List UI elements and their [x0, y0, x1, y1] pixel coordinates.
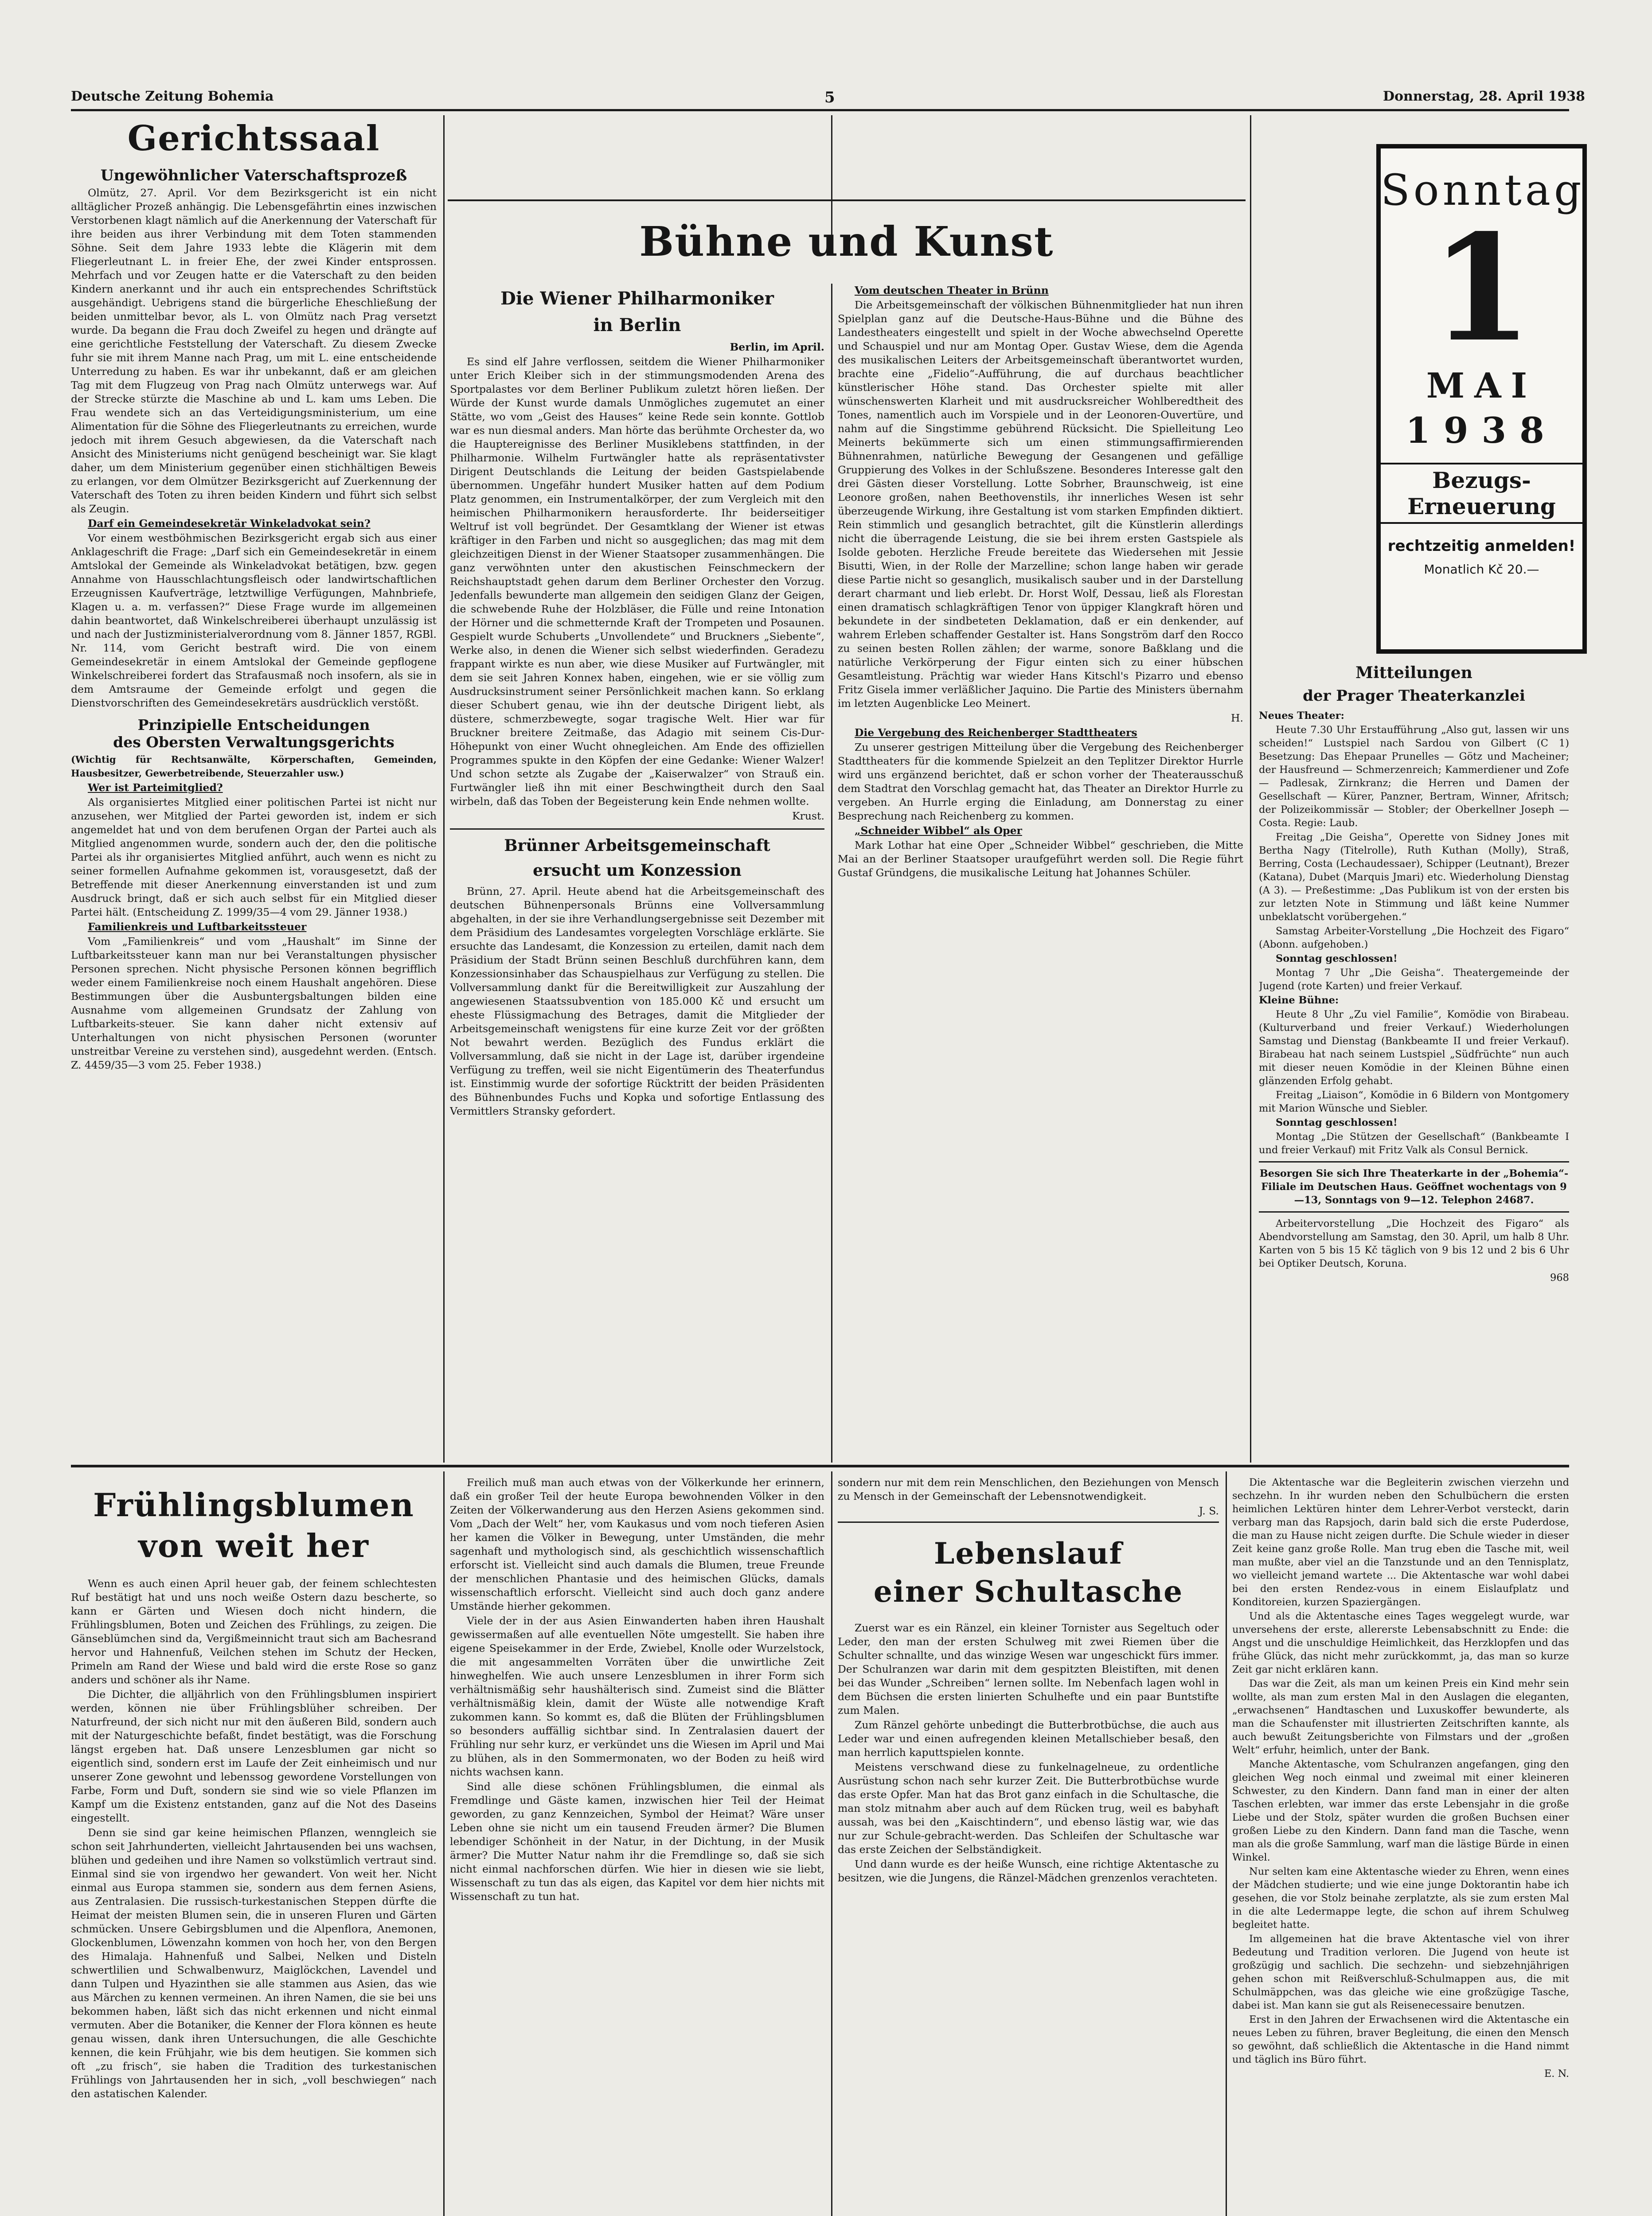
article-paragraph: Als organisiertes Mitglied einer politischen Partei ist nicht nur anzusehen, wer Mitglied der Partei geworden ist, indem er sich angemeldet hat und von dem berufenen Organ der Partei auch als Mitglied angenommen wurde, sondern auch der, den die politische Partei als ihr organisiertes Mitglied anführt, auch wenn es nicht zu seiner formellen Aufnahme gekommen ist, vorausgesetzt, daß der Betreffende mit dieser Anerkennung einverstanden ist und zum Ausdruck bringt, daß er sich auch selbst für ein Mitglied dieser Partei hält. (Entscheidung Z. 1999/35—4 vom 29. Jänner 1938.) — [71, 796, 437, 918]
author-signature: E. N. — [1544, 2068, 1569, 2079]
section-rule — [448, 199, 1246, 201]
issue-date: Donnerstag, 28. April 1938 — [1383, 89, 1586, 104]
subsection-heading: Neues Theater: — [1259, 710, 1344, 722]
article-paragraph: Zum Ränzel gehörte unbedingt die Butterbrotbüchse, die auch aus Leder war und einen aufregenden kleinen Metallschieber besaß, den man herrlich kaputtspielen konnte. — [838, 1719, 1219, 1759]
column-rule — [1250, 115, 1251, 1463]
advert-day: Sonntag — [1381, 165, 1585, 215]
court-section — [71, 117, 437, 1460]
article-heading: Mitteilungen — [1355, 663, 1472, 682]
article-rule — [1259, 1211, 1569, 1213]
article-paragraph: sondern nur mit dem rein Menschlichen, den Beziehungen von Mensch zu Mensch in der Gemeinschaft der Lebensnotwendigkeit. — [838, 1476, 1219, 1502]
article-paragraph: Und als die Aktentasche eines Tages weggelegt wurde, war unversehens der erste, allererste Lebensabschnitt zu Ende: die Angst und die unschuldige Heimlichkeit, das Herzklopfen und das frühe Glück, das nicht mehr zurückkommt, ja, das man so kurze Zeit gar nicht erklären kann. — [1232, 1611, 1569, 1675]
subsection-heading: Familienkreis und Luftbarkeitssteuer — [88, 921, 307, 933]
column-rule — [443, 1471, 445, 2216]
article-paragraph: Zuerst war es ein Ränzel, ein kleiner Tornister aus Segeltuch oder Leder, den man der ersten Schulweg mit zwei Riemen über die Schulter schnallte, und das winzige Wesen war ungeschickt fürs immer. Der Schulranzen war darin mit dem gespitzten Bleistiften, mit denen bei das Wunder „Schreiben“ lernen sollte. Im Nebenfach lagen wohl in dem Büchsen die ersten linierten Schulhefte und ein paar Buntstifte zum Malen. — [838, 1622, 1219, 1717]
subsection-heading: „Schneider Wibbel“ als Oper — [855, 824, 1022, 837]
author-signature: H. — [1231, 712, 1243, 724]
article-heading: des Obersten Verwaltungsgerichts — [113, 733, 394, 751]
school-bag-article-part1 — [838, 1476, 1219, 2216]
subscription-advert — [1376, 144, 1587, 654]
article-paragraph: Vom „Familienkreis“ und vom „Haushalt“ im Sinne der Luftbarkeitssteuer kann man nur bei Veranstaltungen physischer Personen sprechen. Nicht physische Personen können begrifflich weder einem Familienkreise noch einem Haushalt angehören. Diese Bestimmungen über die Ausbuntergsbaltungen bilden eine Ausnahme vom allgemeinen Grundsatz der Zahlung von Luftbarkeits-steuer. Sie kann daher nicht extensiv auf Unterhaltungen von nicht physischen Personen (worunter unstreitbar Vereine zu verstehen sind), ausgedehnt werden. (Entsch. Z. 4459/35—3 vom 25. Feber 1938.) — [71, 935, 437, 1071]
article-paragraph: Mark Lothar hat eine Oper „Schneider Wibbel“ geschrieben, die Mitte Mai an der Berliner Staatsoper uraufgeführt werden soll. Die Regie führt Gustaf Gründgens, die musikalische Leitung hat Johannes Schüler. — [838, 839, 1243, 879]
advert-note: rechtzeitig anmelden! — [1387, 537, 1576, 555]
article-paragraph: Es sind elf Jahre verflossen, seitdem die Wiener Philharmoniker unter Erich Kleiber sich in der stimmungsmodenden Arena des Sportpalastes vor dem Berliner Publikum zuletzt hören ließen. Der Würde der Kunst wurde damals Unmögliches zugemutet an einer Stätte, wo vom „Geist des Hauses“ keine Rede sein konnte. Gottlob war es nun diesmal anders. Man hörte das berühmte Orchester da, wo die Hauptereignisse des Berliner Musiklebens stattfinden, in der Philharmonie. Wilhelm Furtwängler hatte als repräsentativster Dirigent Deutschlands die Leitung der beiden Gastspielabende übernommen. Ungefähr hundert Musiker hatten auf dem Podium Platz genommen, ein Instrumentalkörper, der zum Vergleich mit den heimischen Philharmonikern herausforderte. Ihr beiderseitiger Weltruf ist voll begründet. Der Gesamtklang der Wiener ist etwas kräftiger in den Farben und nicht so ausgeglichen; das mag mit dem gleichzeitigen Dienst in der Wiener Staatsoper zusammenhängen. Die ganz verwöhnten unter den akustischen Feinschmeckern der Reichshauptstadt gehen darum dem Berliner Orchester den Vorzug. Jedenfalls bewunderte man allgemein den seidigen Glanz der Geigen, die schwebende Ruhe der Holzbläser, die Fülle und reine Intonation der Hörner und die schmetternde Kraft der Trompeten und Posaunen. Gespielt wurde Schuberts „Unvollendete“ und Bruckners „Siebente“, Werke also, in denen die Wiener sich selbst wiederfinden. Geradezu frappant wirkte es nun aber, wie diese Musiker auf Furtwängler, mit dem sie seit Jahren Konnex haben, eingehen, wie er sie völlig zum Ausdrucksinstrument seiner Persönlichkeit machen kann. So erklang dieser Schubert genau, wie ihn der deutsche Dirigent liebt, als düstere, schmerzbewegte, sogar tragische Welt. Hier war für Bruckner breitere Zeitmaße, das Adagio mit seinem Cis-Dur-Höhepunkt von einer Wucht ohnegleichen. Am Ende des offiziellen Programmes spukte in den Köpfen der eine Gedanke: Wiener Walzer! Und schon setzte als Zugabe der „Kaiserwalzer“ von Strauß ein. Furtwängler ließ ihn mit einer Beschwingtheit durch den Saal wirbeln, daß das Toben der Begeisterung kein Ende nehmen wollte. — [450, 355, 824, 808]
article-paragraph: Denn sie sind gar keine heimischen Pflanzen, wenngleich sie schon seit Jahrhunderten, vielleicht Jahrtausenden bei uns wachsen, blühen und gedeihen und ihre Namen so volkstümlich vertraut sind. Einmal sind sie von irgendwo her gewandert. Von weit her. Nicht einmal aus Europa stammen sie, sondern aus dem fernen Asiens, aus Zentralasien. Die russisch-turkestanischen Steppen dürfte die Heimat der meisten Blumen sein, die in unseren Fluren und Gärten schmücken. Unsere Gebirgsblumen und die Alpenflora, Anemonen, Glockenblumen, Löwenzahn kommen von hoch her, von den Bergen des Himalaja. Hahnenfuß und Salbei, Nelken und Disteln schwertlilien und Schwalbenwurz, Maiglöckchen, Lavendel und dann Tulpen und Hyazinthen sie alle stammen aus Asien, das wie aus Märchen zu kennen vermeinen. An ihren Namen, die sie bei uns bekommen haben, läßt sich das nicht erkennen und nicht einmal vermuten. Aber die Botaniker, die Kenner der Flora können es heute genau wissen, dank ihren Untersuchungen, die alle Geschichte kennen, die kein Frühjahr, wie bis dem heutigen. Sie kommen sich oft „zu frisch“, sie haben die Tradition des turkestanischen Frühlings von Jahrtausenden her in sich, „voll beschwiegen“ nach den astatischen Kalender. — [71, 1826, 437, 2100]
author-signature: Krust. — [792, 810, 824, 822]
notice-paragraph: Freitag „Liaison“, Komödie in 6 Bildern von Montgomery mit Marion Wünsche und Siebler. — [1259, 1089, 1569, 1114]
article-heading: der Prager Theaterkanzlei — [1303, 687, 1525, 705]
article-paragraph: Manche Aktentasche, vom Schulranzen angefangen, ging den gleichen Weg noch einmal und zweimal mit einer kleineren Schwester, zu den Kindern. Dann fand man in einer der alten Taschen erlebten, war immer das erste Lebensjahr in die große Liebe und der Stolz, später wurden die großen Buchsen einer großen Liebe zu den Kindern. Dann fand man die Tasche, wenn man als die große Sammlung, warf man die lästige Bürde in einen Winkel. — [1232, 1759, 1569, 1863]
article-paragraph: Brünn, 27. April. Heute abend hat die Arbeitsgemeinschaft des deutschen Bühnenpersonals Brünns eine Vollversammlung abgehalten, in der sie ihre Verhandlungsergebnisse seit Dezember mit dem Präsidium des Landesamtes vorgelegten Vorschläge erklärte. Sie ersuchte das Landesamt, die Konzession zu erteilen, damit nach dem Präsidium der Stadt Brünn seinen Beschluß durchführen kann, dem Konzessionsinhaber das Schauspielhaus zur Verfügung zu stellen. Die Vollversammlung dankt für die Bereitwilligkeit zur Auszahlung der angewiesenen Staatssubvention von 185.000 Kč und ersucht um eheste Flüssigmachung des Betrages, damit die Mitglieder der Arbeitsgemeinschaft wenigstens für eine kurze Zeit vor der größten Not bewahrt werden. Bezüglich des Fundus erklärt die Vollversammlung, daß sie nicht in der Lage ist, darüber irgendeine Verfügung zu treffen, weil sie nicht Eigentümerin des Theaterfundus ist. Einstimmig wurde der sofortige Rücktritt der beiden Präsidenten des Bühnenbundes Fuchs und Kopka und sofortige Entlassung des Vermittlers Stransky gefordert. — [450, 885, 824, 1117]
subsection-heading: Kleine Bühne: — [1259, 995, 1339, 1006]
masthead-rule — [71, 109, 1569, 111]
advert-price: Monatlich Kč 20.— — [1424, 562, 1539, 577]
article-heading: Prinzipielle Entscheidungen — [137, 716, 370, 733]
notice-code: 968 — [1550, 1272, 1569, 1284]
page-number: 5 — [824, 89, 835, 106]
article-paragraph: Vor einem westböhmischen Bezirksgericht ergab sich aus einer Anklageschrift die Frage: „Darf sich ein Gemeindesekretär in einem Amtslokal der Gemeinde als Winkeladvokat betätigen, bzw. gegen Annahme von Hausschlachtungsfleisch oder landwirtschaftlichen Erzeugnissen Kaufverträge, letztwillige Verfügungen, Mahnbriefe, Klagen u. a. m. verfassen?“ Diese Frage wurde im allgemeinen dahin beantwortet, daß Winkelschreiberei überhaupt unzulässig ist und nach der Justizministerialverordnung vom 8. Jänner 1857, RGBl. Nr. 114, vom Gericht bestraft wird. Die von einem Gemeindesekretär in einem Amtslokal der Gemeinde gepflogene Winkelschreiberei fordert das Strafausmaß noch insofern, als sie in dem Amtsraume der Gemeinde erfolgt und gegen die Dienstvorschriften des Gemeindesekretärs ausdrücklich verstößt. — [71, 532, 437, 709]
advert-cta: Bezugs-Erneuerung — [1381, 463, 1582, 524]
subsection-heading: Wer ist Parteimitglied? — [88, 781, 223, 794]
article-paragraph: Wenn es auch einen April heuer gab, der feinem schlechtesten Ruf bestätigt hat und uns noch weiße Ostern dazu bescherte, so kann er Gärten und Wiesen doch nicht hindern, die Frühlingsblumen, Boten und Zeichen des Frühlings, zu zeigen. Die Gänseblümchen sind da, Vergißmeinnicht traut sich am Bachesrand hervor und Hahnenfuß, Veilchen stehen im Schutz der Hecken, Primeln am Rand der Wiese und bald wird die erste Rose so ganz anders und schöner als ihr Name. — [71, 1577, 437, 1686]
column-rule — [1226, 1471, 1227, 2216]
article-heading: ersucht um Konzession — [533, 861, 742, 880]
subsection-heading: Vom deutschen Theater in Brünn — [855, 284, 1049, 297]
article-title: von weit her — [138, 1527, 369, 1564]
notice-paragraph: Sonntag geschlossen! — [1276, 1117, 1398, 1128]
article-paragraph: Sind alle diese schönen Frühlingsblumen, die einmal als Fremdlinge und Gäste kamen, inzwischen hier Teil der Heimat geworden, zu ganz Kennzeichen, Symbol der Heimat? Wäre unser Leben ohne sie nicht um ein tausend Freuden ärmer? Die Blumen lebendiger Schönheit in der Natur, in der Dichtung, in der Musik ärmer? Die Mutter Natur nahm ihr die Fremdlinge so, daß sie sich nicht einmal nachforschen dürfen. Wie hier in diesen wie sie liebt, Wissenschaft zu tun das als eigen, das Kapitel vor dem hier nichts mit Wissenschaft zu tun hat. — [450, 1780, 824, 1903]
notice-paragraph: Sonntag geschlossen! — [1276, 953, 1398, 964]
school-bag-article-part2 — [1232, 1476, 1569, 2216]
notice-paragraph: Montag 7 Uhr „Die Geisha“. Theatergemeinde der Jugend (rote Karten) und freier Verkauf. — [1259, 967, 1569, 992]
article-paragraph: Im allgemeinen hat die brave Aktentasche viel von ihrer Bedeutung und Tradition verloren. Die Jugend von heute ist großzügig und sachlich. Die sechzehn- und siebzehnjährigen gehen schon mit Reißverschluß-Schulmappen aus, die mit Schulmäppchen, was das gleiche wie eine großzügige Tasche, dabei ist. Man kann sie gut als Reisenecessaire benutzen. — [1232, 1933, 1569, 2011]
article-rule — [1259, 1161, 1569, 1163]
notice-paragraph: Samstag Arbeiter-Vorstellung „Die Hochzeit des Figaro“ (Abonn. aufgehoben.) — [1259, 925, 1569, 950]
article-paragraph: Viele der in der aus Asien Einwanderten haben ihren Haushalt gewissermaßen auf alle eventuellen Nöte umgestellt. Sie haben ihre eigene Speisekammer in der Erde, Zwiebel, Knolle oder Wurzelstock, die mit angesammelten Vorräten über die unwirtliche Zeit hinweghelfen. Wie auch unsere Lenzesblumen in ihrer Form sich verhältnismäßig sehr haushälterisch sind. Zumeist sind die Blätter verhältnismäßig klein, damit der Wüste alle notwendige Kraft zukommen kann. So kommt es, daß die Blüten der Frühlingsblumen so besonders auffällig sichtbar sind. In Zentralasien dauert der Frühling nur sehr kurz, er verkündet uns die Wiesen im April und Mai zu blühen, als in den Sommermonaten, wo der Boden zu heiß wird nichts wachsen kann. — [450, 1615, 824, 1778]
article-title: Frühlingsblumen — [93, 1486, 414, 1524]
spring-flowers-article-part2 — [450, 1476, 824, 2216]
article-paragraph: Die Dichter, die alljährlich von den Frühlingsblumen inspiriert werden, können nie über Frühlingsblüher schreiben. Der Naturfreund, der sich nicht nur mit den äußeren Bild, sondern auch mit der Naturgeschichte befaßt, findet bestätigt, was die Forschung längst ergeben hat. Daß unsere Lenzesblumen gar nicht so eigentlich sind, sondern erst im Laufe der Zeit einheimisch und nur unserer Zone gewohnt und lebenssog gewordene Vorstellungen von Farbe, Form und Duft, sondern sie sind wie so viele Pflanzen im Kampf um die Existenz entstanden, ganz auf die Not des Daseins eingestellt. — [71, 1688, 437, 1824]
article-paragraph: Meistens verschwand diese zu funkelnagelneue, zu ordentliche Ausrüstung schon nach sehr kurzer Zeit. Die Butterbrotbüchse wurde das erste Opfer. Man hat das Brot ganz einfach in die Schultasche, die man stolz mitnahm aber auch auf dem Rücken trug, weil es babyhaft aussah, was bei den „Kaischtindern“, und ebenso lästig war, wie das nur zur Schule-gebracht-werden. Das Schleifen der Schultasche war das erste Zeichen der Selbständigkeit. — [838, 1761, 1219, 1856]
spring-flowers-article-part1 — [71, 1476, 437, 2216]
notice-paragraph: Arbeitervorstellung „Die Hochzeit des Figaro“ als Abendvorstellung am Samstag, den 30. April, um halb 8 Uhr. Karten von 5 bis 15 Kč täglich von 9 bis 12 und 2 bis 6 Uhr bei Optiker Deutsch, Koruna. — [1259, 1218, 1569, 1269]
article-paragraph: Freilich muß man auch etwas von der Völkerkunde her erinnern, daß ein großer Teil der heute Europa bewohnenden Völker in den Zeiten der Völkerwanderung aus den Herzen Asiens gekommen sind. Vom „Dach der Welt“ her, vom Kaukasus und vom noch tieferen Asien her kamen die Völker in Bewegung, unter Umständen, die mehr sagenhaft und mythologisch sind, als geschichtlich wissenschaftlich erforscht ist. Vielleicht sind auch damals die Blumen, treue Freunde der menschlichen Phantasie und des heimischen Glücks, damals wissenschaftlich erforscht. Vielleicht sind auch doch ganz andere Umstände hierher gekommen. — [450, 1476, 824, 1612]
article-heading: Brünner Arbeitsgemeinschaft — [504, 836, 770, 855]
arts-column-right — [838, 284, 1243, 1458]
notice-paragraph: Freitag „Die Geisha“, Operette von Sidney Jones mit Bertha Nagy (Titelrolle), Ruth Kuthan (Molly), Straß, Berring, Costa (Lechaudessaer), Schipper (Leutnant), Brezer (Katana), Dubet (Marquis Jmari) etc. Wiederholung Dienstag (A 3). — Preßestimme: „Das Publikum ist von der ersten bis zur letzten Note in Stimmung und läßt keine Nummer unbeklatscht vorübergehen.“ — [1259, 831, 1569, 923]
subsection-heading: Die Vergebung des Reichenberger Stadttheaters — [855, 726, 1137, 739]
article-paragraph: Zu unserer gestrigen Mitteilung über die Vergebung des Reichenberger Stadttheaters für die kommende Spielzeit an den Teplitzer Direktor Hurrle wird uns ergänzend berichtet, daß er schon vorher der Theaterausschuß dem Stadtrat den Vorschlag gemacht hat, das Theater an Direktor Hurrle zu vergeben. An Hurrle erging die Einladung, am Donnerstag zu einer Besprechung nach Reichenberg zu kommen. — [838, 741, 1243, 822]
notice-paragraph: Heute 8 Uhr „Zu viel Familie“, Komödie von Birabeau. (Kulturverband und freier Verkauf.) Wiederholungen Samstag und Dienstag (Bankbeamte II und freier Verkauf). Birabeau hat nach seinem Lustspiel „Südfrüchte“ nun auch mit dieser neuen Komödie in der Kleinen Bühne einen glänzenden Erfolg gehabt. — [1259, 1009, 1569, 1087]
column-rule — [831, 1471, 832, 2216]
prague-theater-notices — [1259, 660, 1569, 1458]
article-heading: Ungewöhnlicher Vaterschaftsprozeß — [100, 167, 407, 184]
advert-year: 1938 — [1406, 410, 1558, 451]
column-rule — [443, 115, 445, 1463]
column-rule — [831, 284, 832, 1463]
article-paragraph: Und dann wurde es der heiße Wunsch, eine richtige Aktentasche zu besitzen, wie die Jungens, die Ränzel-Mädchen grenzenlos verachteten. — [838, 1858, 1219, 1884]
article-subtitle: (Wichtig für Rechtsanwälte, Körperschaften, Gemeinden, Hausbesitzer, Gewerbetreibende, Steuerzahler usw.) — [71, 754, 437, 779]
article-title: Lebenslauf — [934, 1536, 1123, 1571]
notice-paragraph: Montag „Die Stützen der Gesellschaft“ (Bankbeamte I und freier Verkauf) mit Fritz Valk als Consul Bernick. — [1259, 1131, 1569, 1156]
article-paragraph: Olmütz, 27. April. Vor dem Bezirksgericht ist ein nicht alltäglicher Prozeß anhängig. Die Lebensgefährtin eines inzwischen Verstorbenen klagt nämlich auf die Anerkennung der Vaterschaft für ihre beiden aus ihrer Verbindung mit dem Toten stammenden Söhne. Seit dem Jahre 1933 lebte die Klägerin mit dem Fliegerleutnant L. in freier Ehe, der zwei Kinder entsprossen. Mehrfach und vor Zeugen hatte er die Vaterschaft zu den beiden Kindern anerkannt und ihr auch ein entsprechendes Schriftstück ausgehändigt. Uebrigens stand die bürgerliche Eheschließung der beiden unmittelbar bevor, als L. von Olmütz nach Prag versetzt wurde. Da begann die Frau doch Zweifel zu hegen und drängte auf eine gerichtliche Feststellung der Vaterschaft. Zu diesem Zwecke fuhr sie mit ihrem Manne nach Prag, um mit L. eine entscheidende Unterredung zu haben. Es war ihr unbekannt, daß er am gleichen Tag mit dem Flugzeug von Prag nach Olmütz unterwegs war. Auf der Strecke stürzte die Maschine ab und L. kam ums Leben. Die Frau wendete sich an das Verteidigungsministerium, um eine Alimentation für die Söhne des Fliegerleutnants zu erreichen, wurde jedoch mit ihrem Gesuch abgewiesen, da die Vaterschaft nach Ansicht des Ministeriums nicht genügend bescheinigt war. Sie klagt daher, um dem Ministerium gegenüber einen stichhältigen Beweis zu erlangen, vor dem Olmützer Bezirksgericht auf Zuerkennung der Vaterschaft des Toten zu ihren beiden Kindern und führt sich selbst als Zeugin. — [71, 187, 437, 515]
article-paragraph: Die Aktentasche war die Begleiterin zwischen vierzehn und sechzehn. In ihr wurden neben den Schulbüchern die ersten heimlichen Lektüren hinter dem Lehrer-Verbot versteckt, darin verbarg man das Rapsjoch, darin bald sich die erste Puderdose, die man zu Hause nicht zeigen durfte. Die Schule wieder in dieser Zeit keine ganz große Rolle. Man trug eben die Tasche mit, weil man mußte, aber viel an die Tanzstunde und an den Tennisplatz, wo vielleicht jemand wartete ... Die Aktentasche war wohl dabei bei den ersten Rendez-vous in einem Eislaufplatz und Konditoreien, kurzen Spaziergängen. — [1232, 1477, 1569, 1608]
dateline: Berlin, im April. — [730, 341, 824, 353]
advert-day-number: 1 — [1430, 202, 1533, 374]
article-rule — [450, 828, 824, 830]
subsection-heading: Darf ein Gemeindesekretär Winkeladvokat sein? — [88, 517, 371, 530]
article-paragraph: Das war die Zeit, als man um keinen Preis ein Kind mehr sein wollte, als man zum ersten Mal in den Auslagen die eleganten, „erwachsenen“ Handtaschen und Luxuskoffer bewunderte, als man die Schaufenster mit illustrierten Zeitschriften kannte, als auch bewußt Zeitungsberichte von Filmstars und der „großen Welt“ erfuhr, heimlich, unter der Bank. — [1232, 1678, 1569, 1756]
notice-paragraph: Heute 7.30 Uhr Erstaufführung „Also gut, lassen wir uns scheiden!“ Lustspiel nach Sardou von Gilbert (C 1) Besetzung: Das Ehepaar Prunelles — Götz und Macheiner; der Hausfreund — Schmerzenreich; Kammerdiener und Zofe — Padlesak, Zirnkranz; die Herren und Damen der Gesellschaft — Kürer, Panzner, Bertram, Winner, Afritsch; der Polizeikommissär — Stobler; der Oberkellner Joseph — Costa. Regie: Laub. — [1259, 724, 1569, 829]
article-heading: in Berlin — [593, 315, 681, 336]
arts-column-left — [450, 284, 824, 1458]
article-paragraph: Die Arbeitsgemeinschaft der völkischen Bühnenmitglieder hat nun ihren Spielplan ganz auf die Deutsche-Haus-Bühne und die Bühne des Landestheaters eingestellt und spielt in der Woche abwechselnd Operette und Schauspiel und nur am Montag Oper. Gustav Wiese, dem die Agenda des musikalischen Leiters der Arbeitsgemeinschaft überantwortet wurden, brachte eine „Fidelio“-Aufführung, die auf durchaus beachtlicher künstlerischer Höhe stand. Das Orchester spielte mit aller wünschenswerten Klarheit und mit ausdrucksreicher Wohlberedtheit des Tones, namentlich auch im Vorspiele und in der Leonoren-Ouvertüre, und nahm auf die Singstimme gebührend Rücksicht. Die Spielleitung Leo Meinerts bekümmerte sich um einen stimmungsaffirmierenden Bühnenrahmen, natürliche Bewegung der Gesangenen und gefällige Gruppierung des Volkes in der Schlußszene. Besonderes Interesse galt den drei Gästen dieser Vorstellung. Lotte Sobrher, Braunschweig, ist eine Leonore großen, nahen Beethovenstils, ihr innerliches Wesen ist sehr überzeugende Wirkung, ihre Gestaltung ist vom starken Empfinden diktiert. Rein stimmlich und gesanglich betrachtet, gilt die Künstlerin allerdings nicht die überragende Leistung, die sie bei ihrem ersten Gastspiele als Isolde geboten. Herzliche Freude bereitete das Wiedersehen mit Jessie Bisutti, Wien, in der Rolle der Marzelline; schon lange haben wir gerade diese Partie nicht so gesanglich, musikalisch sauber und in der Darstellung derart charmant und lieb erlebt. Dr. Horst Wolf, Dessau, ließ als Florestan einen dramatisch schlagkräftigen Tenor von üppiger Klangkraft hören und bekundete in der sindbeteten Deklamation, daß er ein denkender, auf wahrem Erleben schaffender Gestalter ist. Hans Songström darf den Rocco zu seinen besten Rollen zählen; der warme, sonore Baßklang und die natürliche Verkörperung der Figur einten sich zu einer hübschen Gesamtleistung. Prächtig war wieder Hans Kitschl's Pizarro und ebenso Fritz Gisela immer verläßlicher Jaquino. Die Partie des Ministers übernahm im letzten Augenblicke Leo Meinert. — [838, 299, 1243, 710]
paper-name: Deutsche Zeitung Bohemia — [71, 89, 274, 104]
article-heading: Die Wiener Philharmoniker — [500, 288, 774, 309]
article-paragraph: Erst in den Jahren der Erwachsenen wird die Aktentasche ein neues Leben zu führen, braver Begleitung, die einen den Mensch so gewöhnt, daß schließlich die Aktentasche in die Hand nimmt und täglich ins Büro führt. — [1232, 2014, 1569, 2065]
box-office-notice: Besorgen Sie sich Ihre Theaterkarte in der „Bohemia“-Filiale im Deutschen Haus. Geöffnet wochentags von 9—13, Sonntags von 9—12. Telephon 24687. — [1259, 1168, 1569, 1206]
article-rule — [838, 1522, 1219, 1523]
advert-month: MAI — [1426, 366, 1537, 406]
author-signature: J. S. — [1199, 1505, 1219, 1517]
arts-section-title: Bühne und Kunst — [639, 218, 1054, 265]
article-title: einer Schultasche — [873, 1574, 1183, 1609]
court-section-title: Gerichtssaal — [127, 118, 380, 159]
article-paragraph: Nur selten kam eine Aktentasche wieder zu Ehren, wenn eines der Mädchen studierte; und wie eine junge Doktorantin habe ich gesehen, die vor Stolz beinahe zerplatzte, als sie zum ersten Mal in die alte Ledermappe legte, die schon auf ihrem Schulweg begleitet hatte. — [1232, 1866, 1569, 1931]
page-separator — [71, 1465, 1569, 1467]
